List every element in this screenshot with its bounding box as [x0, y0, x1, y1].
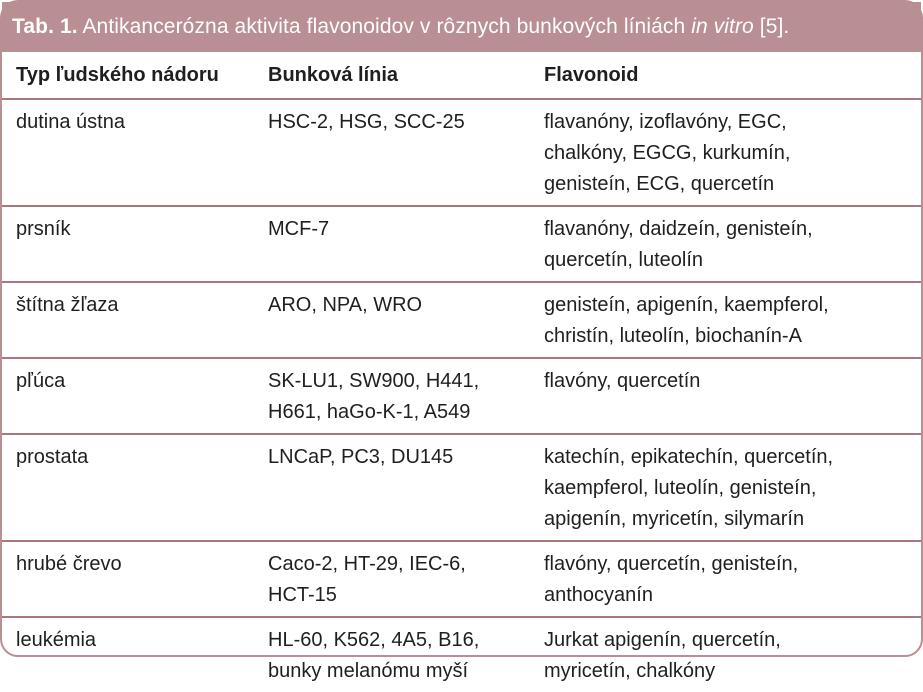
table-row: [2, 206, 921, 282]
tumor-type-text: prostata: [16, 446, 89, 468]
cell-line-line: LNCaP, PC3, DU145: [268, 446, 454, 468]
table-row: [2, 358, 921, 434]
flavonoid-line: myricetín, chalkóny: [544, 660, 716, 682]
cell-flavonoid: [530, 541, 921, 617]
cell-line-line: MCF-7: [268, 218, 330, 240]
cell-flavonoid: [530, 434, 921, 541]
flavonoid-line: kaempferol, luteolín, genisteín,: [544, 477, 817, 499]
flavonoid-line: apigenín, myricetín, silymarín: [544, 508, 805, 530]
flavonoid-line: katechín, epikatechín, quercetín,: [544, 446, 834, 468]
table-header-row: [2, 52, 921, 99]
tumor-type-text: prsník: [16, 218, 71, 240]
table-row: [2, 541, 921, 617]
cell-tumor-type: [2, 282, 254, 358]
flavonoid-line: flavanóny, izoflavóny, EGC,: [544, 111, 787, 133]
cell-line-line: HL-60, K562, 4A5, B16,: [268, 629, 480, 651]
caption-title-italic: in vitro: [691, 15, 754, 38]
header-tumor-type: Typ ľudského nádoru: [2, 52, 254, 99]
flavonoid-line: anthocyanín: [544, 584, 653, 606]
flavonoid-line: Jurkat apigenín, quercetín,: [544, 629, 781, 651]
flavonoid-line: flavóny, quercetín: [544, 370, 701, 392]
cell-flavonoid: [530, 617, 921, 692]
cell-line-line: HSC-2, HSG, SCC-25: [268, 111, 465, 133]
cell-flavonoid: [530, 99, 921, 206]
cell-cell-line: [254, 206, 530, 282]
header-flavonoid: Flavonoid: [530, 52, 921, 99]
caption-title: Antikancerózna aktivita flavonoidov v rôznych bunkových líniách: [82, 15, 692, 38]
cell-tumor-type: [2, 99, 254, 206]
flavonoid-line: chalkóny, EGCG, kurkumín,: [544, 142, 791, 164]
cell-cell-line: [254, 282, 530, 358]
cell-line-line: H661, haGo-K-1, A549: [268, 401, 471, 423]
cell-tumor-type: [2, 206, 254, 282]
table-body: [2, 99, 921, 692]
cell-line-line: ARO, NPA, WRO: [268, 294, 423, 316]
cell-tumor-type: [2, 434, 254, 541]
flavonoid-table: [2, 52, 921, 692]
cell-cell-line: [254, 617, 530, 692]
cell-cell-line: [254, 99, 530, 206]
cell-line-line: bunky melanómu myší: [268, 660, 469, 682]
flavonoid-line: flavóny, quercetín, genisteín,: [544, 553, 799, 575]
table-row: [2, 617, 921, 692]
cell-line-line: HCT-15: [268, 584, 337, 606]
tumor-type-text: hrubé črevo: [16, 553, 122, 575]
flavonoid-line: flavanóny, daidzeín, genisteín,: [544, 218, 813, 240]
caption-reference: [5].: [753, 15, 790, 38]
tumor-type-text: pľúca: [16, 370, 66, 392]
table-row: [2, 434, 921, 541]
cell-cell-line: [254, 541, 530, 617]
cell-tumor-type: [2, 358, 254, 434]
tumor-type-text: dutina ústna: [16, 111, 125, 133]
cell-tumor-type: [2, 617, 254, 692]
cell-cell-line: [254, 434, 530, 541]
tumor-type-text: leukémia: [16, 629, 97, 651]
cell-line-line: Caco-2, HT-29, IEC-6,: [268, 553, 466, 575]
tumor-type-text: štítna žľaza: [16, 294, 119, 316]
cell-line-line: SK-LU1, SW900, H441,: [268, 370, 480, 392]
table-row: [2, 99, 921, 206]
table-caption: [2, 2, 921, 52]
flavonoid-line: genisteín, apigenín, kaempferol,: [544, 294, 829, 316]
cell-flavonoid: [530, 282, 921, 358]
header-cell-line: Bunková línia: [254, 52, 530, 99]
table-row: [2, 282, 921, 358]
cell-tumor-type: [2, 541, 254, 617]
cell-flavonoid: [530, 358, 921, 434]
flavonoid-line: quercetín, luteolín: [544, 249, 703, 271]
cell-cell-line: [254, 358, 530, 434]
cell-flavonoid: [530, 206, 921, 282]
caption-label: Tab. 1.: [12, 15, 78, 38]
flavonoid-line: christín, luteolín, biochanín-A: [544, 325, 802, 347]
flavonoid-line: genisteín, ECG, quercetín: [544, 173, 775, 195]
